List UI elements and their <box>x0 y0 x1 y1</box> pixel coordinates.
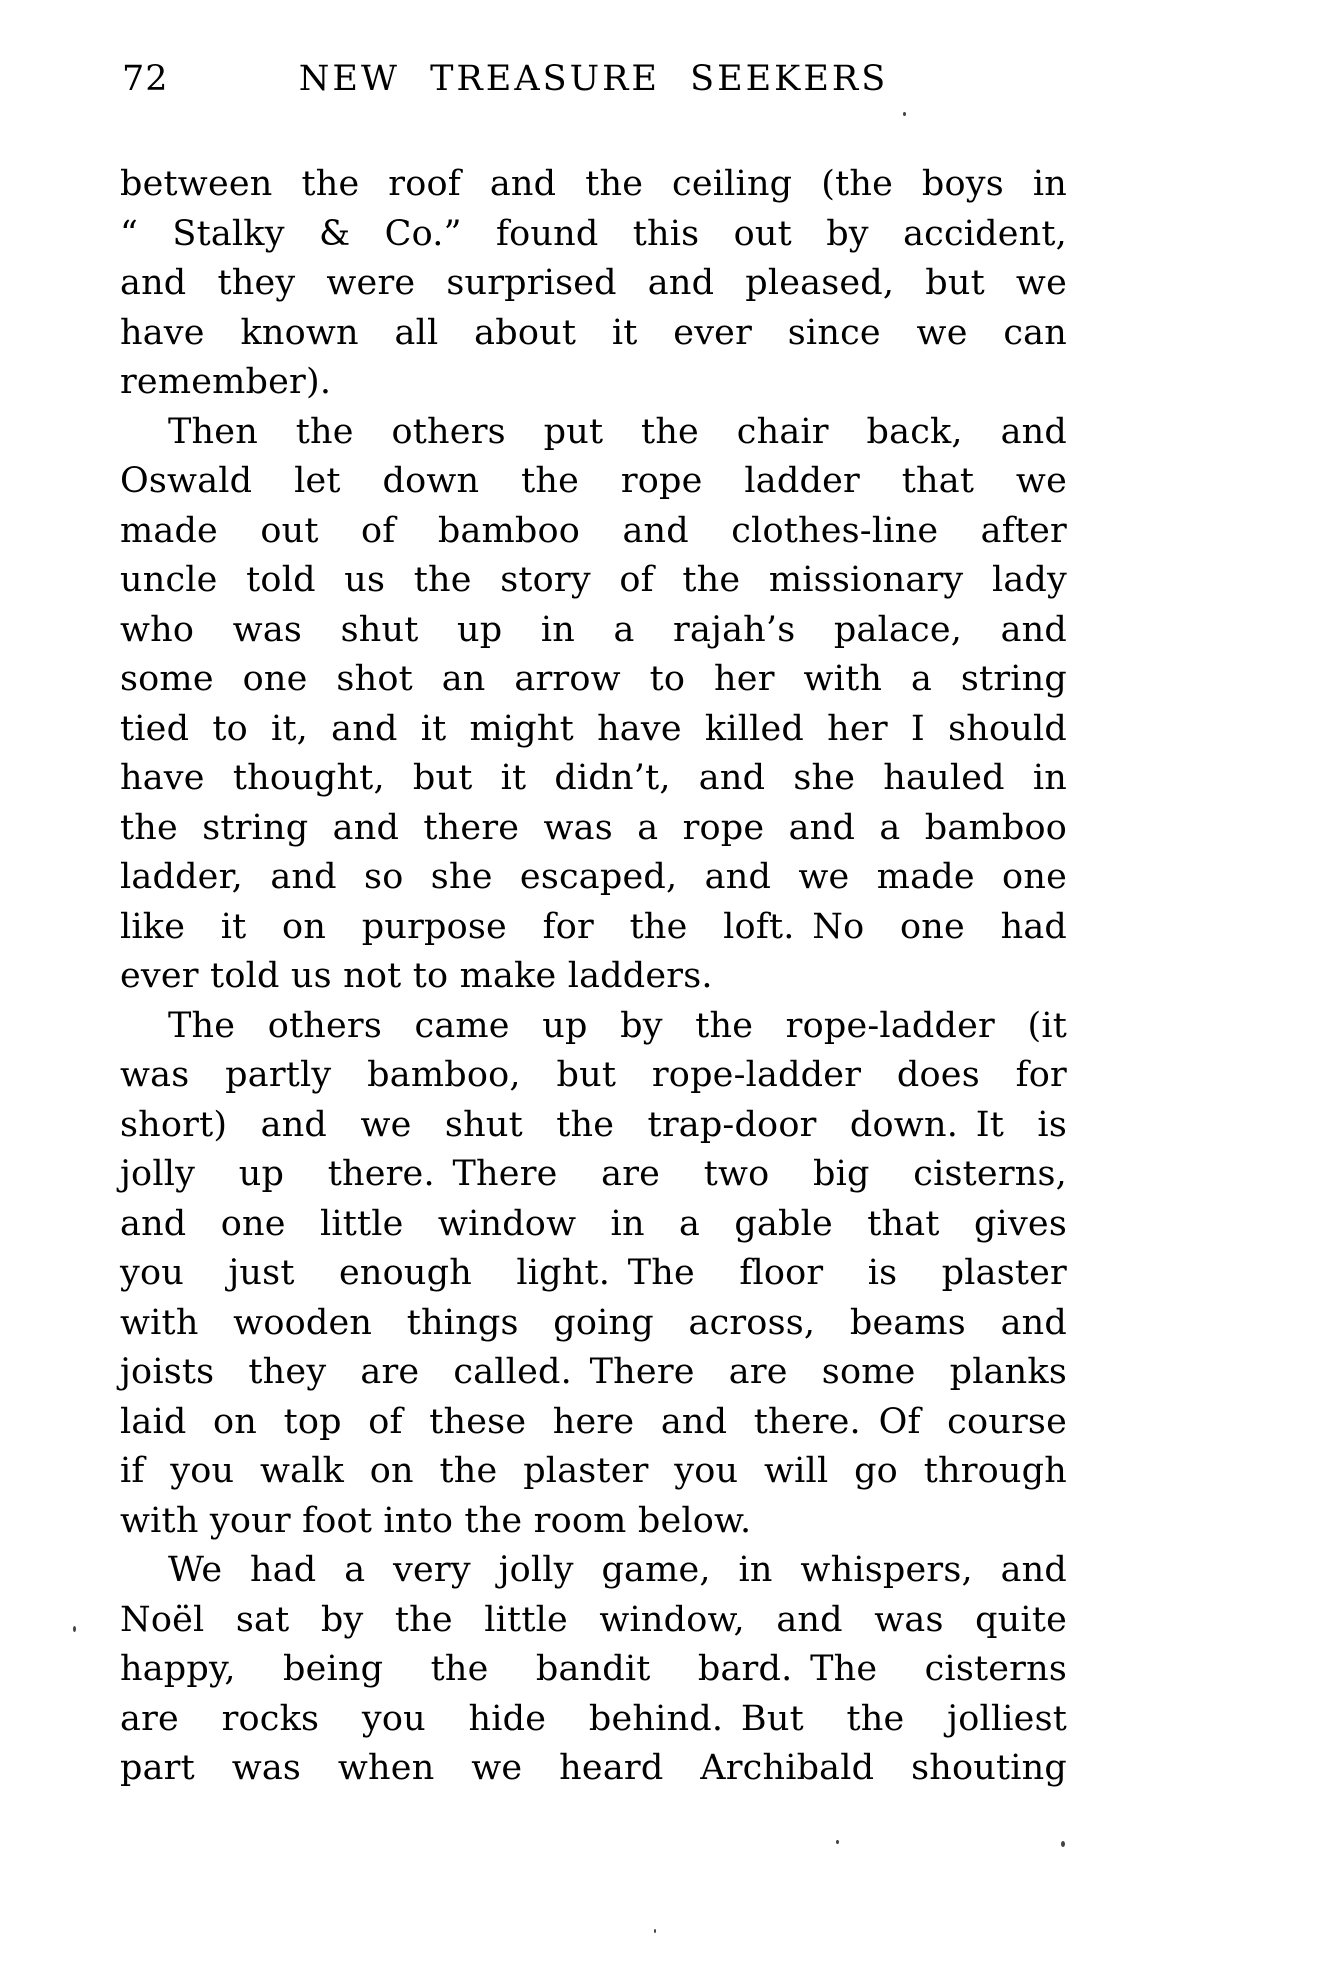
text-line: ever told us not to make ladders. <box>120 956 713 996</box>
scan-speck <box>73 1626 76 1632</box>
scan-speck <box>836 1840 839 1844</box>
text-line: “ Stalky & Co.” found this out by accident, <box>120 213 1067 254</box>
text-line: you just enough light. The floor is plaster <box>120 1253 1067 1293</box>
text-line: jolly up there. There are two big cisterns, <box>120 1154 1067 1194</box>
scan-speck <box>903 112 906 116</box>
text-line: like it on purpose for the loft. No one had <box>120 906 1067 947</box>
text-line: part was when we heard Archibald shouting <box>120 1748 1067 1788</box>
text-line: Then the others put the chair back, and <box>168 411 1067 452</box>
text-line: have known all about it ever since we can <box>120 312 1067 353</box>
text-line: remember). <box>120 362 332 402</box>
scan-speck <box>1061 1841 1065 1847</box>
text-line: laid on top of these here and there. Of course <box>120 1401 1067 1442</box>
text-line: between the roof and the ceiling (the boys in <box>120 164 1067 204</box>
text-line: was partly bamboo, but rope-ladder does for <box>120 1055 1067 1095</box>
scan-speck <box>654 1929 656 1933</box>
text-line: and they were surprised and pleased, but we <box>120 263 1067 303</box>
text-line: are rocks you hide behind. But the jolliest <box>120 1698 1067 1739</box>
running-title: NEW TREASURE SEEKERS <box>298 59 889 99</box>
page-text <box>120 160 1067 1794</box>
text-line: have thought, but it didn’t, and she hauled in <box>120 758 1067 798</box>
text-line: with wooden things going across, beams and <box>120 1302 1067 1343</box>
paragraph <box>120 1002 1067 1547</box>
text-line: who was shut up in a rajah’s palace, and <box>120 609 1067 650</box>
text-line: The others came up by the rope-ladder (it <box>168 1005 1067 1046</box>
text-line: We had a very jolly game, in whispers, and <box>168 1550 1067 1590</box>
page-header <box>120 55 1067 107</box>
text-line: joists they are called. There are some planks <box>120 1352 1067 1392</box>
text-line: tied to it, and it might have killed her I should <box>120 708 1067 749</box>
text-line: uncle told us the story of the missionary lady <box>120 560 1067 600</box>
paragraph <box>120 408 1067 1002</box>
text-line: happy, being the bandit bard. The cisterns <box>120 1649 1067 1689</box>
text-line: ladder, and so she escaped, and we made one <box>120 857 1067 897</box>
page-number: 72 <box>122 59 169 99</box>
paragraph <box>120 160 1067 408</box>
text-line: if you walk on the plaster you will go through <box>120 1451 1067 1491</box>
text-line: some one shot an arrow to her with a string <box>120 659 1067 699</box>
text-line: made out of bamboo and clothes-line after <box>120 510 1067 551</box>
paragraph <box>120 1546 1067 1794</box>
text-line: the string and there was a rope and a bamboo <box>120 807 1067 848</box>
text-line: with your foot into the room below. <box>120 1500 752 1541</box>
text-line: Noël sat by the little window, and was quite <box>120 1599 1067 1640</box>
text-line: short) and we shut the trap-door down. It is <box>120 1104 1067 1145</box>
text-line: Oswald let down the rope ladder that we <box>120 461 1067 501</box>
text-line: and one little window in a gable that gives <box>120 1203 1067 1244</box>
